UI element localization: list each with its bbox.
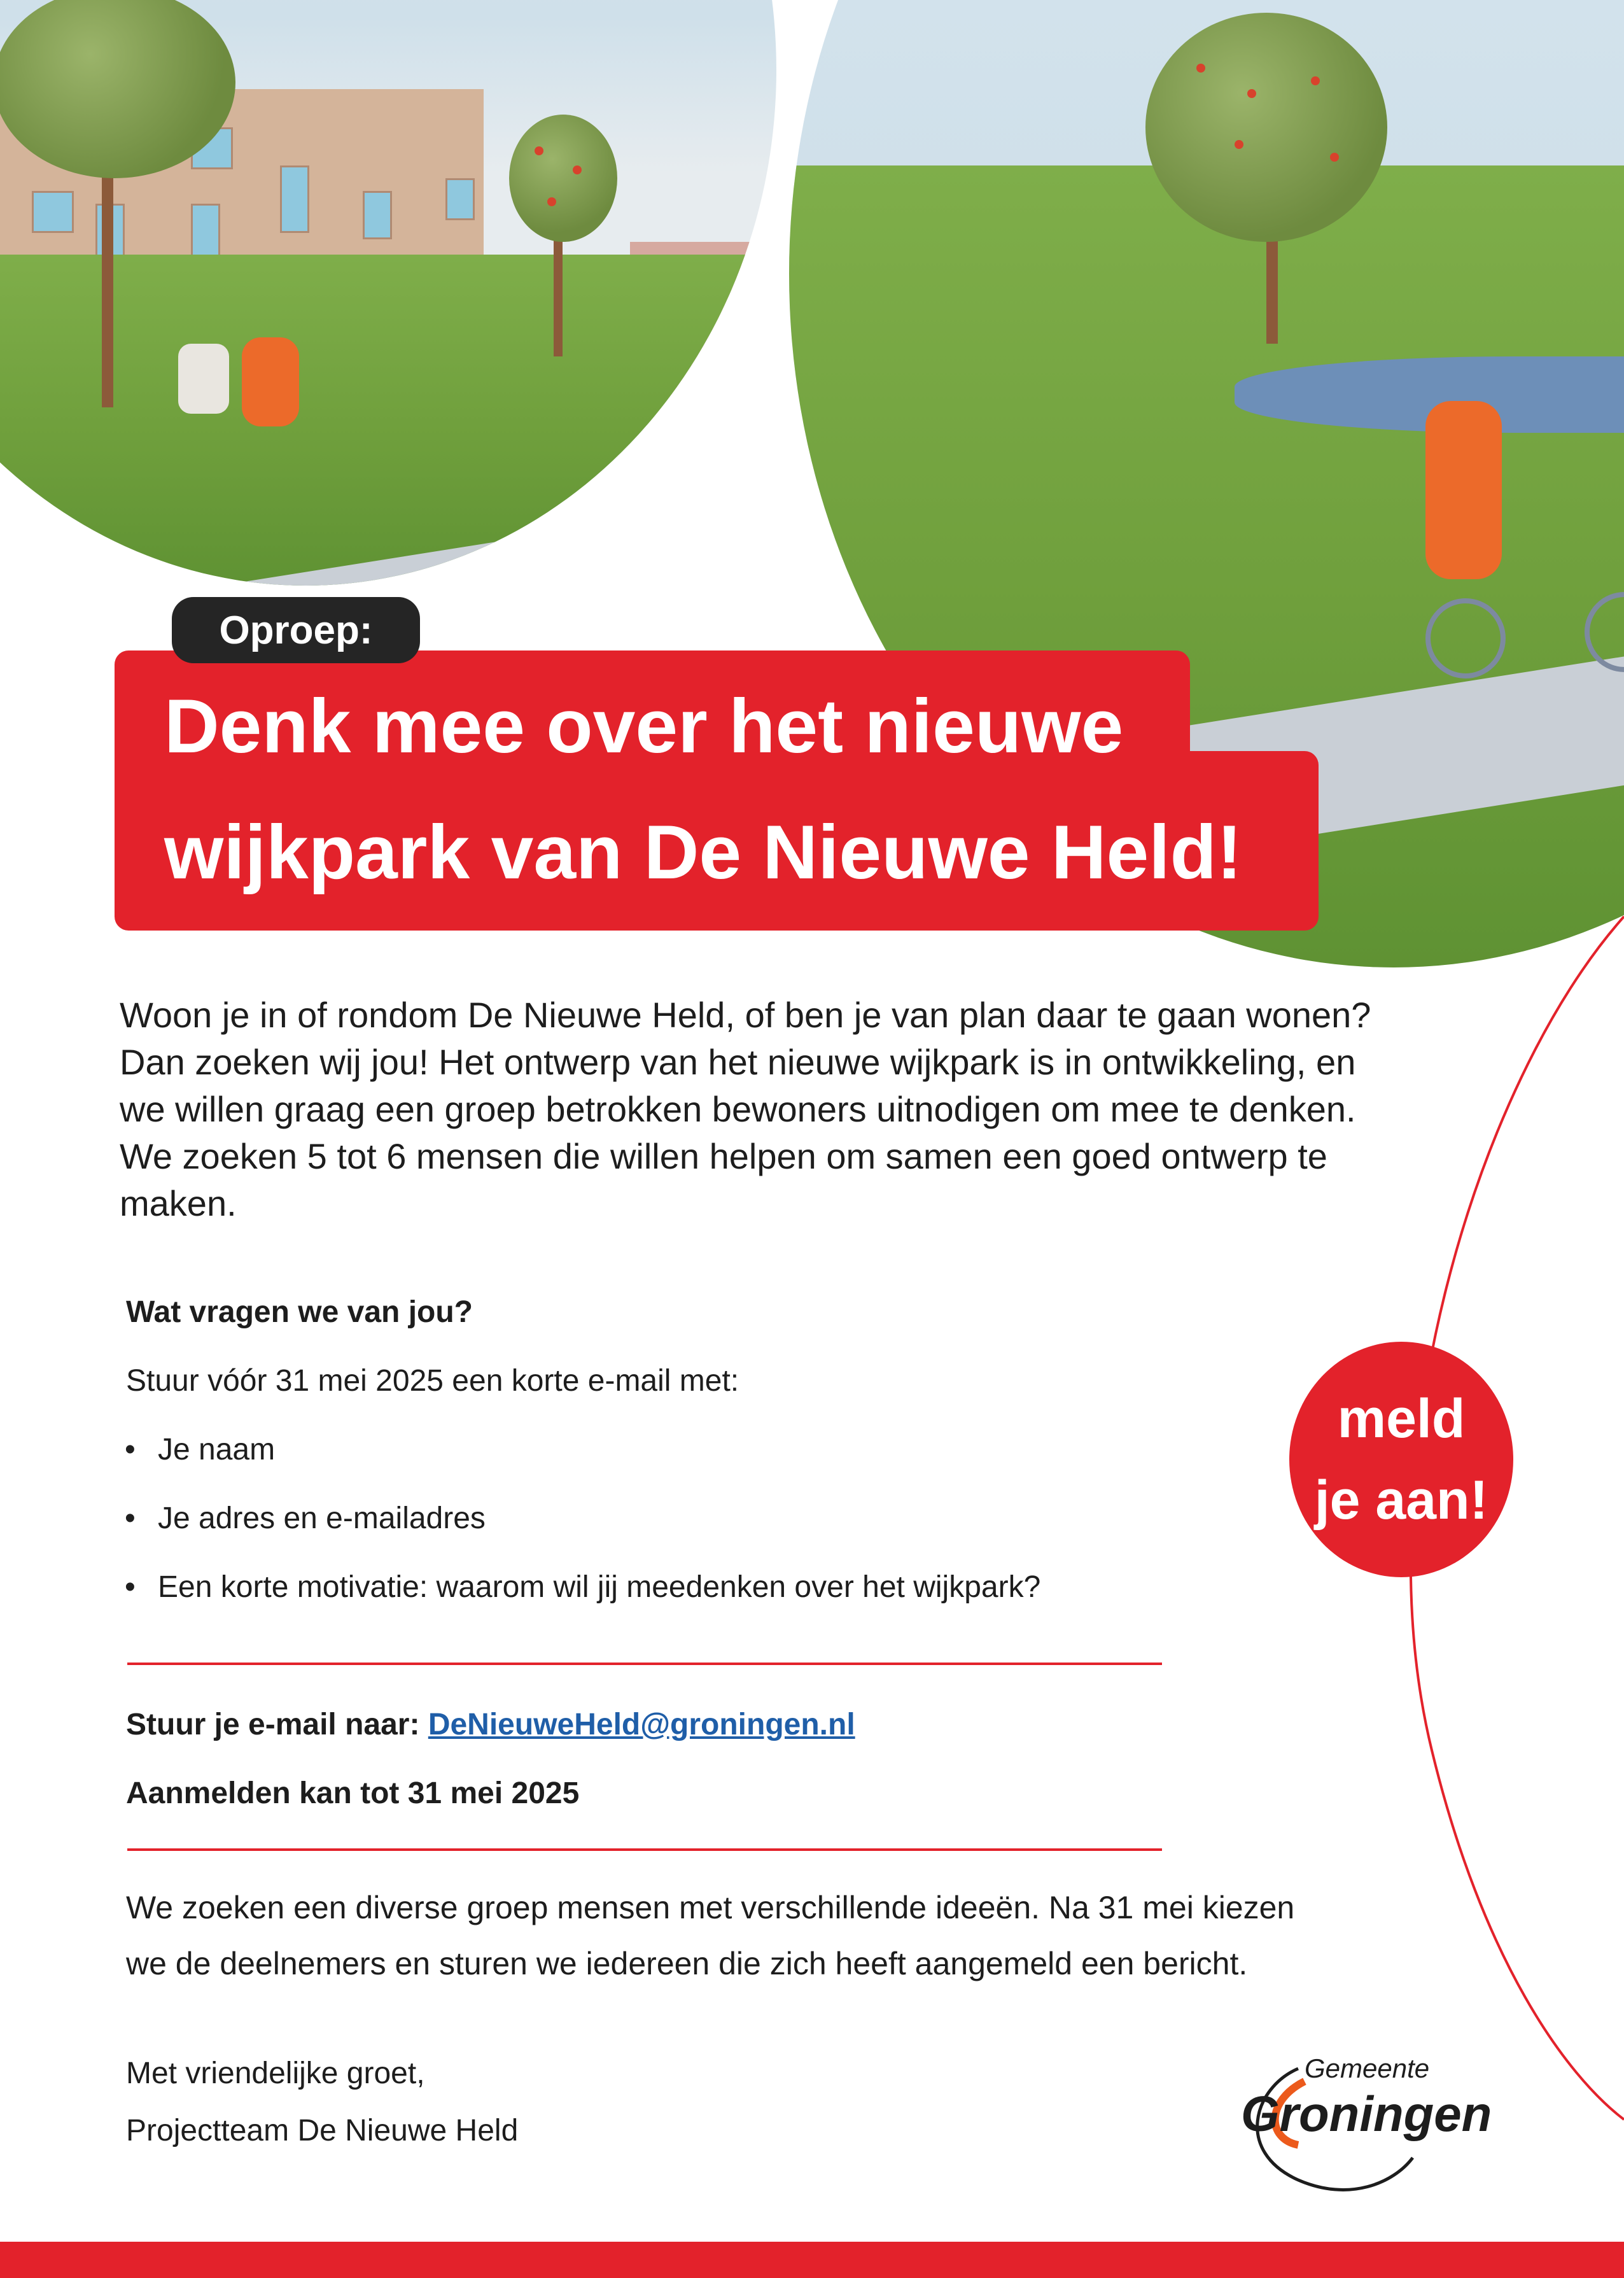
deadline-text: Aanmelden kan tot 31 mei 2025	[126, 1776, 580, 1810]
logo-top-text: Gemeente	[1305, 2053, 1430, 2083]
bullet-dot: •	[125, 1433, 136, 1466]
footer-bar	[0, 2242, 1624, 2278]
divider-top	[127, 1663, 1162, 1665]
logo-name-text: Groningen	[1241, 2086, 1492, 2142]
greeting: Met vriendelijke groet,	[126, 2057, 425, 2090]
send-email-label	[126, 1707, 855, 1742]
badge-line1: meld	[1337, 1388, 1466, 1449]
send-label-text: Stuur je e-mail naar:	[126, 1708, 420, 1741]
closing-line2: we de deelnemers en sturen we iedereen die zich heeft aangemeld een bericht.	[126, 1946, 1248, 1981]
signup-badge[interactable]	[1289, 1342, 1513, 1577]
page-title-line2: wijkpark van De Nieuwe Held!	[164, 810, 1242, 895]
divider-bottom	[127, 1848, 1162, 1851]
badge-line2: je aan!	[1314, 1470, 1488, 1531]
request-lead: Stuur vóór 31 mei 2025 een korte e-mail met:	[126, 1364, 739, 1398]
list-item: Je naam	[158, 1433, 276, 1466]
intro-paragraph: Woon je in of rondom De Nieuwe Held, of ben je van plan daar te gaan wonen? Dan zoeken wij jou! Het ontwerp van het nieuwe wijkpark is in ontwikkeling, en we willen graag een groep betrokken bewoners uitnodigen om mee te denken. We zoeken 5 tot 6 mensen die willen helpen om samen een goed ontwerp te maken.	[120, 995, 1371, 1223]
request-heading: Wat vragen we van jou?	[126, 1295, 473, 1329]
email-link[interactable]: DeNieuweHeld@groningen.nl	[428, 1708, 855, 1741]
list-item: Een korte motivatie: waarom wil jij meedenken over het wijkpark?	[158, 1570, 1041, 1604]
closing-line1: We zoeken een diverse groep mensen met verschillende ideeën. Na 31 mei kiezen	[126, 1890, 1295, 1925]
page-title-line1: Denk mee over het nieuwe	[164, 684, 1124, 769]
bullet-dot: •	[125, 1570, 136, 1604]
signature: Projectteam De Nieuwe Held	[126, 2114, 519, 2148]
list-item: Je adres en e-mailadres	[158, 1501, 486, 1535]
gemeente-groningen-logo	[1228, 2043, 1508, 2196]
bullet-dot: •	[125, 1501, 136, 1535]
label-pill: Oproep:	[172, 597, 420, 663]
